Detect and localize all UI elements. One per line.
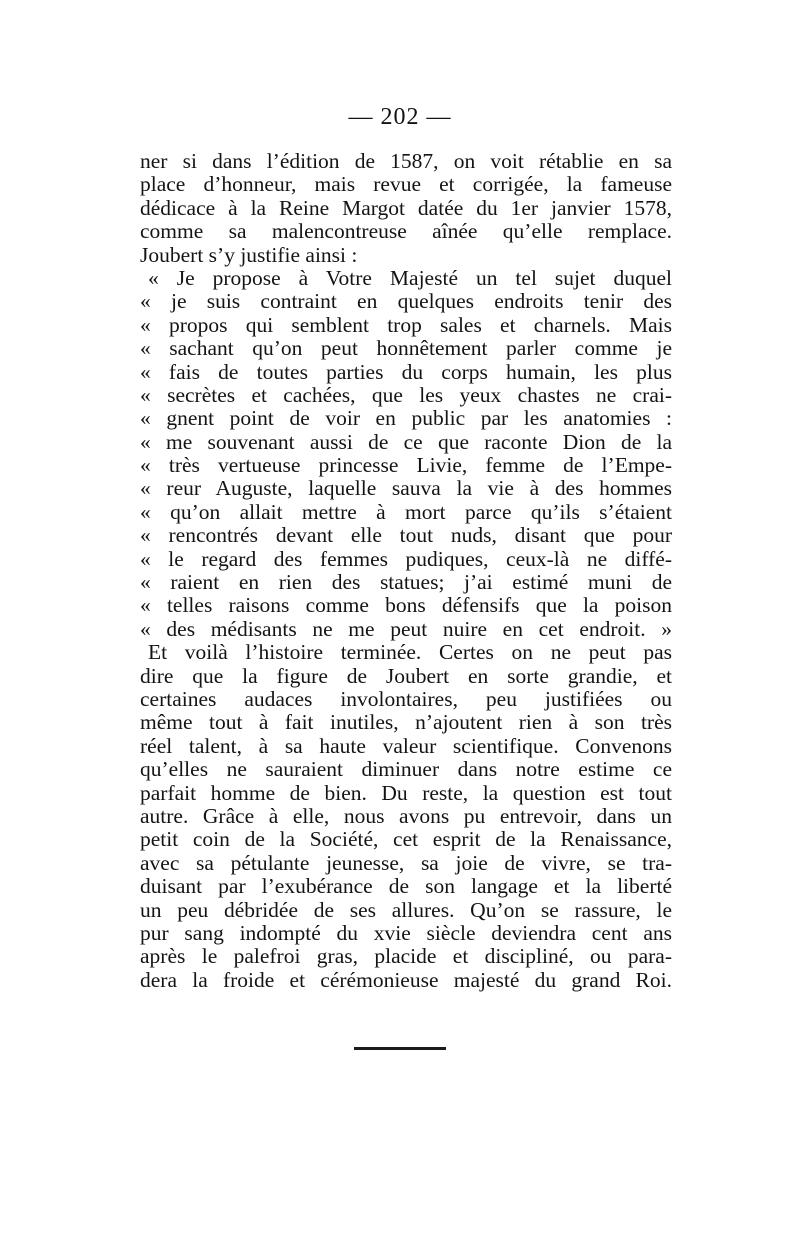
text-line: autre. Grâce à elle, nous avons pu entrevoir, dans un: [140, 803, 672, 828]
text-line: parfait homme de bien. Du reste, la question est tout: [140, 780, 672, 805]
text-line: dédicace à la Reine Margot datée du 1er janvier 1578,: [140, 195, 672, 220]
text-line: place d’honneur, mais revue et corrigée, la fameuse: [140, 172, 672, 197]
text-line: Joubert s’y justifie ainsi :: [140, 242, 358, 267]
closing-rule: [354, 1047, 446, 1050]
text-line: qu’elles ne sauraient diminuer dans notre estime ce: [140, 757, 672, 782]
text-line: dire que la figure de Joubert en sorte grandie, et: [140, 663, 672, 688]
quote-line: « secrètes et cachées, que les yeux chastes ne crai-: [140, 382, 672, 407]
text-line: Et voilà l’histoire terminée. Certes on ne peut pas: [148, 640, 672, 665]
quote-line: « très vertueuse princesse Livie, femme de l’Empe-: [140, 453, 672, 478]
quote-line: « je suis contraint en quelques endroits tenir des: [140, 289, 672, 314]
text-line: après le palefroi gras, placide et discipliné, ou para-: [140, 944, 672, 969]
text-line: même tout à fait inutiles, n’ajoutent rien à son très: [140, 710, 672, 735]
quote-line: « reur Auguste, laquelle sauva la vie à des hommes: [140, 476, 672, 501]
text-line: petit coin de la Société, cet esprit de la Renaissance,: [140, 827, 672, 852]
quote-line: « propos qui semblent trop sales et charnels. Mais: [140, 312, 672, 337]
quote-line: « gnent point de voir en public par les anatomies :: [140, 406, 672, 431]
quote-line: « raient en rien des statues; j’ai estimé muni de: [140, 570, 672, 595]
text-line: un peu débridée de ses allures. Qu’on se rassure, le: [140, 897, 672, 922]
text-line: ner si dans l’édition de 1587, on voit rétablie en sa: [140, 149, 672, 173]
text-line: dera la froide et cérémonieuse majesté du grand Roi.: [140, 967, 672, 992]
text-line: réel talent, à sa haute valeur scientifique. Convenons: [140, 733, 672, 758]
text-line: comme sa malencontreuse aînée qu’elle remplace.: [140, 219, 672, 244]
quote-line: « le regard des femmes pudiques, ceux-là ne diffé-: [140, 546, 672, 571]
quote-line: « rencontrés devant elle tout nuds, disant que pour: [140, 523, 672, 548]
text-line: pur sang indompté du xvie siècle deviendra cent ans: [140, 920, 672, 945]
quote-line: « me souvenant aussi de ce que raconte Dion de la: [140, 429, 672, 454]
quote-line: « qu’on allait mettre à mort parce qu’ils s’étaient: [140, 499, 672, 524]
quote-line: « fais de toutes parties du corps humain, les plus: [140, 359, 672, 384]
body-text: [140, 150, 672, 992]
quote-line: « Je propose à Votre Majesté un tel sujet duquel: [148, 265, 672, 290]
quote-line: « telles raisons comme bons défensifs que la poison: [140, 593, 672, 618]
quote-line: « sachant qu’on peut honnêtement parler comme je: [140, 336, 672, 361]
page-number: — 202 —: [348, 104, 452, 130]
text-line: avec sa pétulante jeunesse, sa joie de vivre, se tra-: [140, 850, 672, 875]
text-line: certaines audaces involontaires, peu justifiées ou: [140, 686, 672, 711]
text-line: duisant par l’exubérance de son langage et la liberté: [140, 874, 672, 899]
quote-line: « des médisants ne me peut nuire en cet endroit. »: [140, 616, 672, 641]
